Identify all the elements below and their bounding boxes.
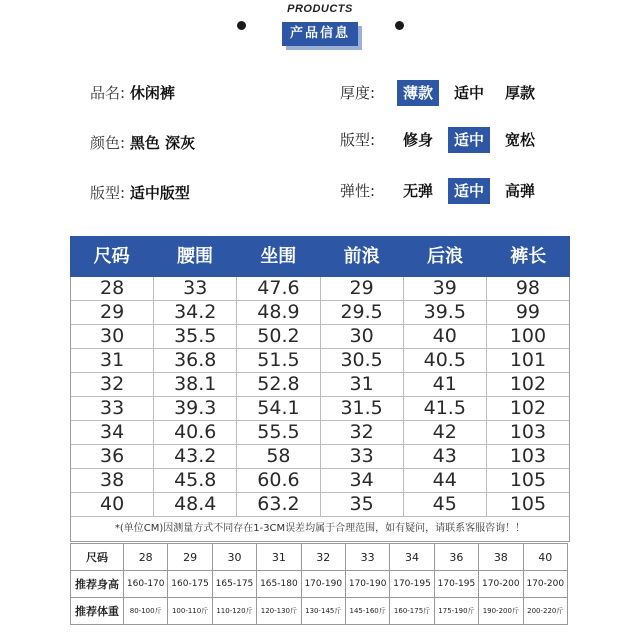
table-cell: 33 bbox=[154, 277, 237, 300]
table-row bbox=[71, 445, 569, 469]
recommend-height-cell: 165-180 bbox=[257, 571, 301, 598]
header-cell: 腰围 bbox=[176, 246, 213, 267]
recommend-weight-cell: 200-220斤 bbox=[523, 598, 567, 625]
table-cell: 55.5 bbox=[237, 421, 320, 444]
products-subtitle: PRODUCTS bbox=[287, 3, 353, 15]
thickness-label: 厚度: bbox=[340, 84, 376, 102]
table-cell: 28 bbox=[71, 277, 154, 300]
table-row bbox=[71, 397, 569, 421]
table-cell: 41 bbox=[404, 373, 487, 396]
elasticity-options bbox=[397, 178, 550, 204]
table-row bbox=[71, 349, 569, 373]
product-fit-label: 版型: bbox=[90, 184, 126, 202]
thickness-options bbox=[397, 80, 550, 106]
table-cell: 100 bbox=[509, 325, 547, 347]
recommend-weight-cell: 175-190斤 bbox=[434, 598, 478, 625]
section-header bbox=[0, 0, 640, 60]
recommend-size-cell: 40 bbox=[523, 544, 567, 571]
thickness-option: 厚款 bbox=[505, 84, 536, 102]
product-color-label: 颜色: bbox=[90, 134, 126, 152]
measurement-note: *(单位CM)因测量方式不同存在1-3CM误差均属于合理范围，如有疑问，请联系客服咨询！！ bbox=[70, 517, 570, 542]
table-cell: 39 bbox=[404, 277, 487, 300]
recommend-size-cell: 31 bbox=[257, 544, 301, 571]
recommend-size-cell: 38 bbox=[479, 544, 523, 571]
recommend-weight-row bbox=[71, 598, 568, 625]
table-cell: 39.5 bbox=[404, 301, 487, 324]
recommend-weight-cell: 120-130斤 bbox=[257, 598, 301, 625]
recommend-weight-cell: 130-145斤 bbox=[301, 598, 345, 625]
table-cell: 41.5 bbox=[404, 397, 487, 420]
table-cell: 40.5 bbox=[404, 349, 487, 372]
table-row bbox=[71, 277, 569, 301]
thickness-option: 适中 bbox=[454, 84, 485, 102]
recommend-table bbox=[70, 543, 568, 625]
table-cell: 48.9 bbox=[237, 301, 320, 324]
table-cell: 50.2 bbox=[237, 325, 320, 348]
table-cell: 30 bbox=[71, 325, 154, 348]
elasticity-label: 弹性: bbox=[340, 182, 376, 200]
table-cell: 29 bbox=[321, 277, 404, 300]
recommend-height-cell: 160-175 bbox=[168, 571, 212, 598]
recommend-weight-cell: 145-160斤 bbox=[345, 598, 389, 625]
recommend-height-cell: 165-175 bbox=[212, 571, 256, 598]
recommend-height-label: 推荐身高 bbox=[71, 571, 124, 598]
product-name-row bbox=[90, 80, 175, 106]
table-cell: 48.4 bbox=[154, 493, 237, 516]
recommend-weight-label: 推荐体重 bbox=[71, 598, 124, 625]
table-cell: 32 bbox=[321, 421, 404, 444]
shape-option: 宽松 bbox=[505, 131, 536, 149]
recommend-height-cell: 170-190 bbox=[345, 571, 389, 598]
table-cell: 105 bbox=[509, 493, 547, 515]
recommend-height-cell: 160-170 bbox=[124, 571, 168, 598]
elasticity-option: 高弹 bbox=[505, 182, 536, 200]
size-table bbox=[70, 236, 570, 542]
table-cell: 105 bbox=[509, 469, 547, 491]
header-cell: 尺码 bbox=[93, 246, 130, 267]
table-row bbox=[71, 469, 569, 493]
table-row bbox=[71, 421, 569, 445]
table-cell: 29.5 bbox=[321, 301, 404, 324]
table-row bbox=[71, 301, 569, 325]
table-cell: 98 bbox=[515, 277, 541, 299]
header-cell: 坐围 bbox=[260, 246, 297, 267]
recommend-size-cell: 28 bbox=[124, 544, 168, 571]
size-table-header bbox=[70, 236, 570, 277]
table-cell: 35.5 bbox=[154, 325, 237, 348]
product-color-row bbox=[90, 130, 195, 156]
recommend-size-cell: 36 bbox=[434, 544, 478, 571]
recommend-weight-cell: 80-100斤 bbox=[124, 598, 168, 625]
recommend-size-cell: 33 bbox=[345, 544, 389, 571]
table-cell: 42 bbox=[404, 421, 487, 444]
size-table-body bbox=[70, 277, 570, 517]
recommend-size-cell: 29 bbox=[168, 544, 212, 571]
recommend-size-cell: 34 bbox=[390, 544, 434, 571]
table-cell: 34 bbox=[71, 421, 154, 444]
table-cell: 29 bbox=[71, 301, 154, 324]
recommend-height-cell: 170-195 bbox=[434, 571, 478, 598]
table-cell: 101 bbox=[509, 349, 547, 371]
table-cell: 103 bbox=[509, 421, 547, 443]
table-cell: 38 bbox=[71, 469, 154, 492]
product-info-title: 产品信息 bbox=[282, 22, 358, 46]
table-cell: 34 bbox=[321, 469, 404, 492]
table-cell: 102 bbox=[509, 373, 547, 395]
recommend-weight-cell: 110-120斤 bbox=[212, 598, 256, 625]
table-cell: 40.6 bbox=[154, 421, 237, 444]
product-fit-row bbox=[90, 180, 190, 206]
decor-dot-right bbox=[395, 21, 404, 30]
recommend-size-cell: 32 bbox=[301, 544, 345, 571]
table-cell: 99 bbox=[515, 301, 541, 323]
table-cell: 52.8 bbox=[237, 373, 320, 396]
recommend-weight-cell: 190-200斤 bbox=[479, 598, 523, 625]
product-fit-value: 适中版型 bbox=[129, 184, 190, 202]
product-color-value: 黑色 深灰 bbox=[129, 134, 196, 152]
table-cell: 44 bbox=[404, 469, 487, 492]
table-cell: 43.2 bbox=[154, 445, 237, 468]
recommend-size-cell: 30 bbox=[212, 544, 256, 571]
table-cell: 32 bbox=[71, 373, 154, 396]
table-cell: 45.8 bbox=[154, 469, 237, 492]
header-cell: 裤长 bbox=[510, 246, 547, 267]
table-cell: 43 bbox=[404, 445, 487, 468]
recommend-size-label: 尺码 bbox=[71, 544, 124, 571]
table-cell: 30.5 bbox=[321, 349, 404, 372]
recommend-height-cell: 170-200 bbox=[523, 571, 567, 598]
table-cell: 103 bbox=[509, 445, 547, 467]
recommend-height-cell: 170-200 bbox=[479, 571, 523, 598]
table-cell: 45 bbox=[404, 493, 487, 516]
thickness-option: 薄款 bbox=[397, 80, 439, 106]
table-cell: 33 bbox=[321, 445, 404, 468]
recommend-weight-cell: 100-110斤 bbox=[168, 598, 212, 625]
table-row bbox=[71, 493, 569, 517]
table-cell: 51.5 bbox=[237, 349, 320, 372]
elasticity-option: 适中 bbox=[448, 178, 490, 204]
table-cell: 40 bbox=[404, 325, 487, 348]
table-cell: 31 bbox=[321, 373, 404, 396]
shape-label: 版型: bbox=[340, 131, 376, 149]
table-cell: 39.3 bbox=[154, 397, 237, 420]
table-cell: 58 bbox=[237, 445, 320, 468]
shape-option: 修身 bbox=[403, 131, 434, 149]
table-cell: 31 bbox=[71, 349, 154, 372]
shape-option: 适中 bbox=[448, 127, 490, 153]
table-cell: 34.2 bbox=[154, 301, 237, 324]
table-row bbox=[71, 325, 569, 349]
decor-dot-left bbox=[237, 21, 246, 30]
table-cell: 47.6 bbox=[237, 277, 320, 300]
table-cell: 40 bbox=[71, 493, 154, 516]
recommend-height-row bbox=[71, 571, 568, 598]
recommend-height-cell: 170-195 bbox=[390, 571, 434, 598]
elasticity-option: 无弹 bbox=[403, 182, 434, 200]
table-cell: 38.1 bbox=[154, 373, 237, 396]
header-cell: 后浪 bbox=[426, 246, 463, 267]
table-cell: 35 bbox=[321, 493, 404, 516]
shape-options bbox=[397, 127, 550, 153]
recommend-weight-cell: 160-175斤 bbox=[390, 598, 434, 625]
product-name-label: 品名: bbox=[90, 84, 126, 102]
recommend-size-row bbox=[71, 544, 568, 571]
table-cell: 54.1 bbox=[237, 397, 320, 420]
table-row bbox=[71, 373, 569, 397]
table-cell: 33 bbox=[71, 397, 154, 420]
table-cell: 102 bbox=[509, 397, 547, 419]
table-cell: 36.8 bbox=[154, 349, 237, 372]
table-cell: 60.6 bbox=[237, 469, 320, 492]
recommend-height-cell: 170-190 bbox=[301, 571, 345, 598]
table-cell: 36 bbox=[71, 445, 154, 468]
table-cell: 31.5 bbox=[321, 397, 404, 420]
header-cell: 前浪 bbox=[343, 246, 380, 267]
table-cell: 63.2 bbox=[237, 493, 320, 516]
table-cell: 30 bbox=[321, 325, 404, 348]
product-name-value: 休闲裤 bbox=[129, 84, 175, 102]
